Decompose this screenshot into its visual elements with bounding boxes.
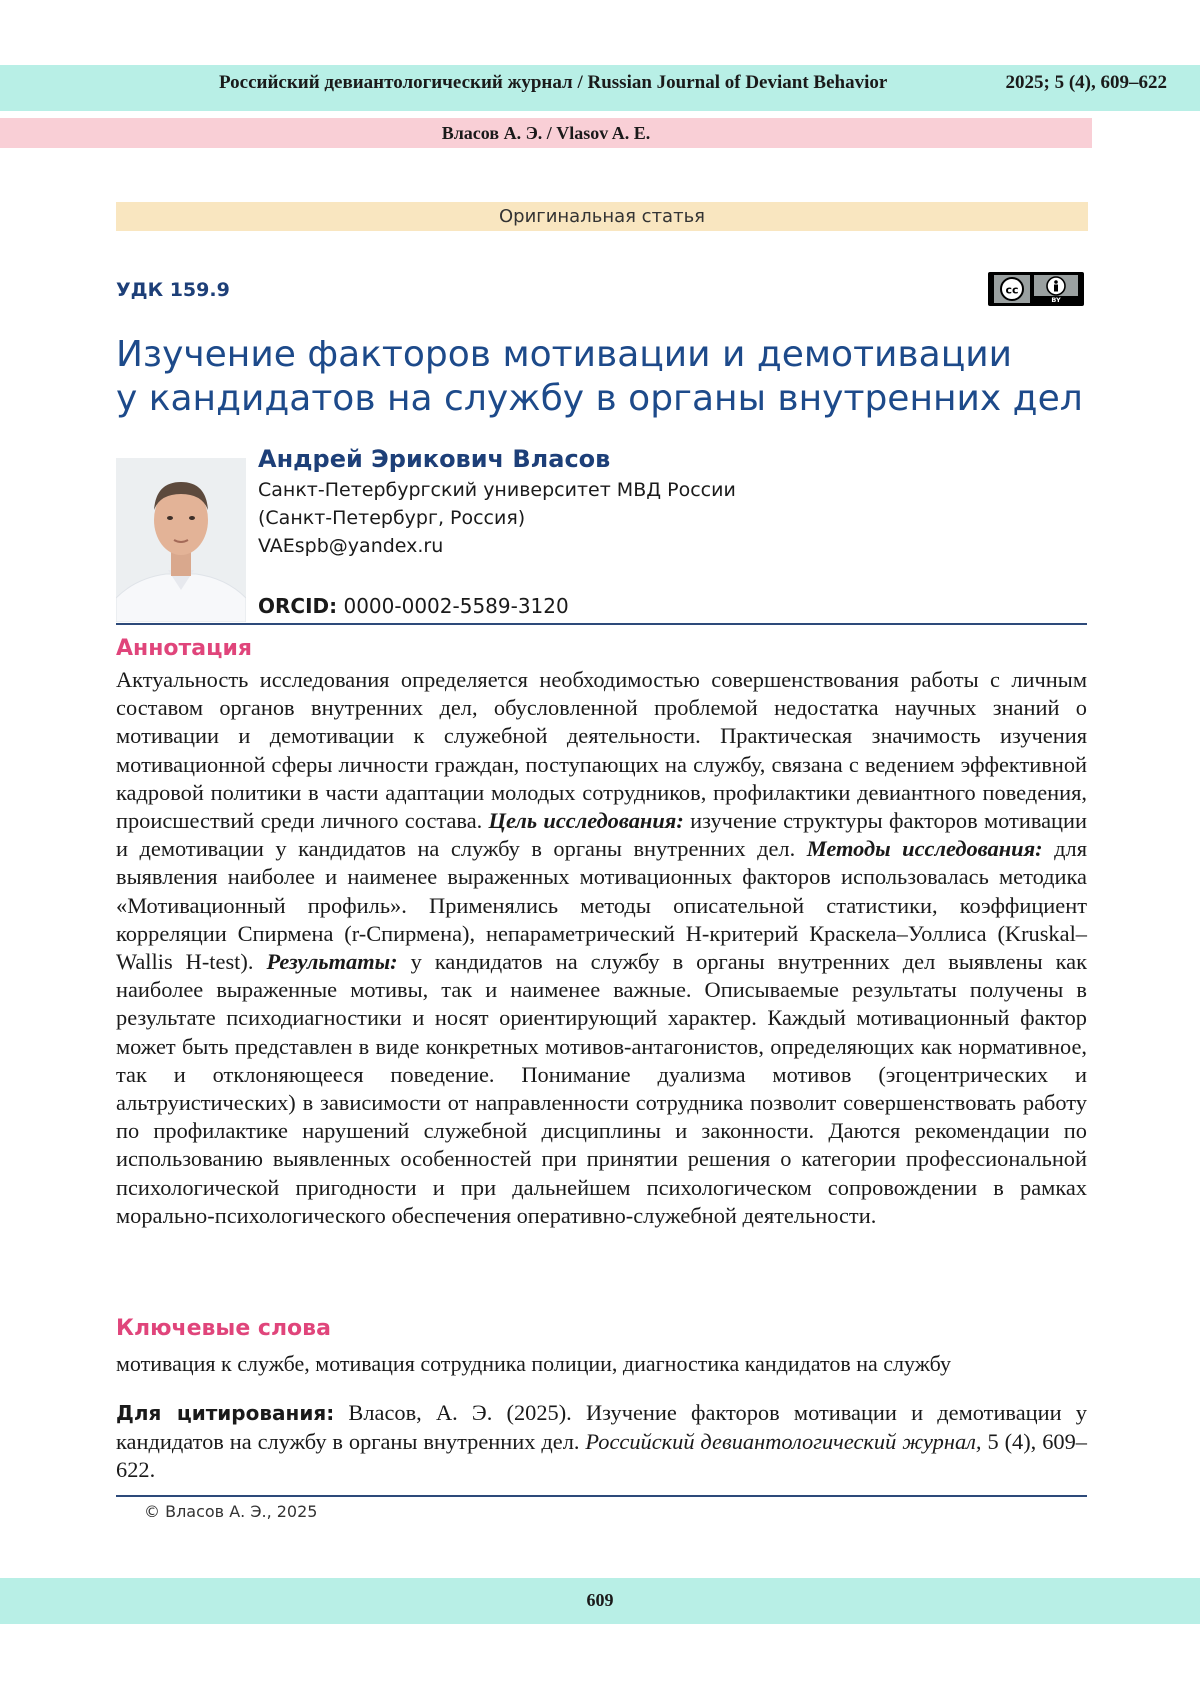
author-name: Андрей Эрикович Власов	[258, 445, 611, 473]
author-email[interactable]: VAEspb@yandex.ru	[258, 535, 444, 557]
article-title	[116, 333, 1106, 421]
keywords-heading: Ключевые слова	[116, 1316, 331, 1341]
title-line-2: у кандидатов на службу в органы внутренних дел	[116, 378, 1083, 419]
footer-divider	[116, 1495, 1087, 1497]
license-label: BY	[1051, 296, 1061, 303]
keywords-text: мотивация к службе, мотивация сотрудника полиции, диагностика кандидатов на службу	[116, 1351, 951, 1376]
person-icon	[1034, 275, 1078, 303]
divider	[116, 623, 1087, 625]
author-photo	[116, 458, 246, 622]
orcid-label: ORCID:	[258, 594, 338, 618]
author-location: (Санкт-Петербург, Россия)	[258, 507, 526, 529]
running-author: Власов А. Э. / Vlasov A. E.	[441, 123, 651, 143]
citation-label: Для цитирования:	[116, 1401, 335, 1425]
orcid	[258, 594, 569, 618]
journal-name: Российский девиантологический журнал / Russian Journal of Deviant Behavior	[219, 72, 888, 93]
author-affiliation: Санкт-Петербургский университет МВД России	[258, 479, 736, 501]
abstract-heading: Аннотация	[116, 636, 252, 661]
page-number: 609	[586, 1590, 614, 1610]
article-type: Оригинальная статья	[116, 202, 1088, 231]
citation: Для цитирования: Власов, А. Э. (2025). Изучение факторов мотивации и демотивации у кандидатов на службу в органы внутренних дел. Российский девиантологический журнал, 5 (4), 609–622.	[116, 1400, 1087, 1482]
orcid-value[interactable]: 0000-0002-5589-3120	[343, 594, 569, 618]
cc-by-icon[interactable]	[988, 272, 1084, 306]
abstract-body: Актуальность исследования определяется необходимостью совершенствования работы с личным составом органов внутренних дел, обусловленной проблемой недостатка научных знаний о мотивации и демотивации к служебной деятельности. Практическая значимость изучения мотивационной сферы личности граждан, поступающих на службу, связана с ведением эффективной кадровой политики в части адаптации молодых сотрудников, профилактики девиантного поведения, происшествий среди личного состава. Цель исследования: изучение структуры факторов мотивации и демотивации у кандидатов на службу в органы внутренних дел. Методы исследования: для выявления наиболее и наименее выраженных мотивационных факторов использовалась методика «Мотивационный профиль». Применялись методы описательной статистики, коэффициент корреляции Спирмена (r-Спирмена), непараметрический H-критерий Краскела–Уоллиса (Kruskal–Wallis H-test). Результаты: у кандидатов на службу в органы внутренних дел выявлены как наиболее выраженные мотивы, так и наименее важные. Описываемые результаты получены в результате психодиагностики и носят ориентирующий характер. Каждый мотивационный фактор может быть представлен в виде конкретных мотивов-антагонистов, определяющих как нормативное, так и отклоняющееся поведение. Понимание дуализма мотивов (эгоцентрических и альтруистических) в зависимости от направленности сотрудника позволит совершенствовать работу по профилактике нарушений служебной дисциплины и законности. Даются рекомендации по использованию выявленных особенностей при принятии решения о категории профессиональной психологической пригодности и при дальнейшем психологическом сопровождении в рамках морально-психологического обеспечения оперативно-служебной деятельности.	[116, 667, 1087, 1228]
issue-reference: 2025; 5 (4), 609–622	[1005, 72, 1167, 93]
title-line-1: Изучение факторов мотивации и демотивации	[116, 334, 1013, 375]
svg-text:cc: cc	[1005, 283, 1019, 297]
copyright: © Власов А. Э., 2025	[144, 1502, 318, 1521]
cc-icon	[994, 275, 1030, 303]
udk-code: УДК 159.9	[116, 279, 230, 301]
